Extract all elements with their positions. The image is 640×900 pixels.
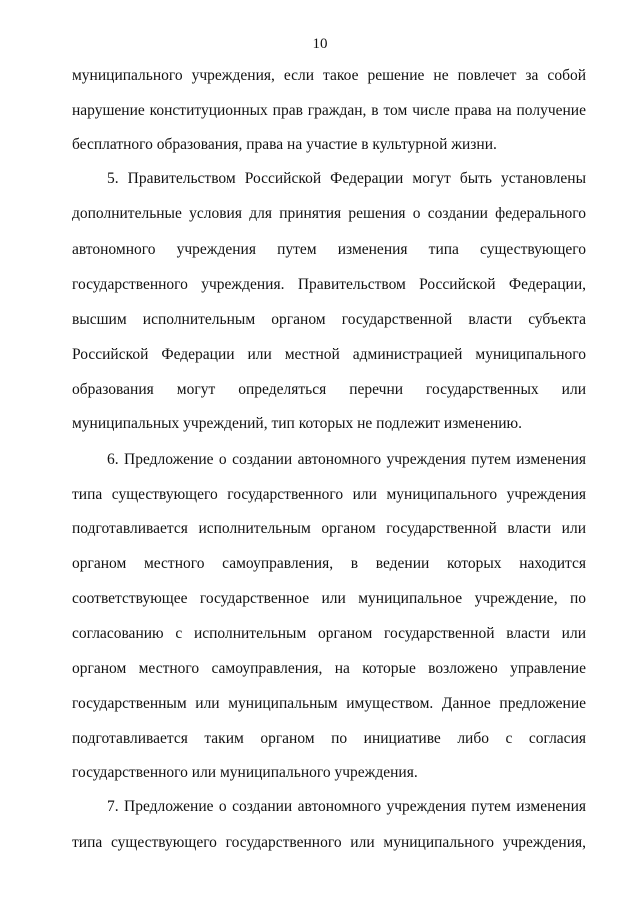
text-line: 7. Предложение о создании автономного учреждения путем изменения <box>107 798 586 815</box>
text-line: автономного учреждения путем изменения типа существующего <box>72 241 586 258</box>
text-line: государственного учреждения. Правительством Российской Федерации, <box>72 276 586 293</box>
text-line: типа существующего государственного или муниципального учреждения, <box>72 834 586 851</box>
text-line: государственным или муниципальным имуществом. Данное предложение <box>72 695 586 712</box>
text-line: муниципальных учреждений, тип которых не подлежит изменению. <box>72 415 523 432</box>
text-line: дополнительные условия для принятия решения о создании федерального <box>72 205 586 222</box>
text-line: высшим исполнительным органом государственной власти субъекта <box>72 311 586 328</box>
text-line: 5. Правительством Российской Федерации могут быть установлены <box>107 170 586 187</box>
text-line: типа существующего государственного или муниципального учреждения <box>72 486 586 503</box>
text-line: соответствующее государственное или муниципальное учреждение, по <box>72 590 586 607</box>
text-line: подготавливается исполнительным органом государственной власти или <box>72 520 586 537</box>
text-line: образования могут определяться перечни государственных или <box>72 381 586 398</box>
text-line: органом местного самоуправления, на которые возложено управление <box>72 660 586 677</box>
page-number: 10 <box>312 36 328 52</box>
text-line: 6. Предложение о создании автономного учреждения путем изменения <box>107 451 586 468</box>
text-line: Российской Федерации или местной администрацией муниципального <box>72 346 586 363</box>
text-line: согласованию с исполнительным органом государственной власти или <box>72 625 586 642</box>
text-line: муниципального учреждения, если такое решение не повлечет за собой <box>72 67 586 84</box>
text-line: нарушение конституционных прав граждан, в том числе права на получение <box>72 102 586 119</box>
text-line: государственного или муниципального учреждения. <box>72 764 418 781</box>
text-line: бесплатного образования, права на участие в культурной жизни. <box>72 136 497 153</box>
text-line: подготавливается таким органом по инициативе либо с согласия <box>72 730 586 747</box>
text-line: органом местного самоуправления, в ведении которых находится <box>72 555 586 572</box>
